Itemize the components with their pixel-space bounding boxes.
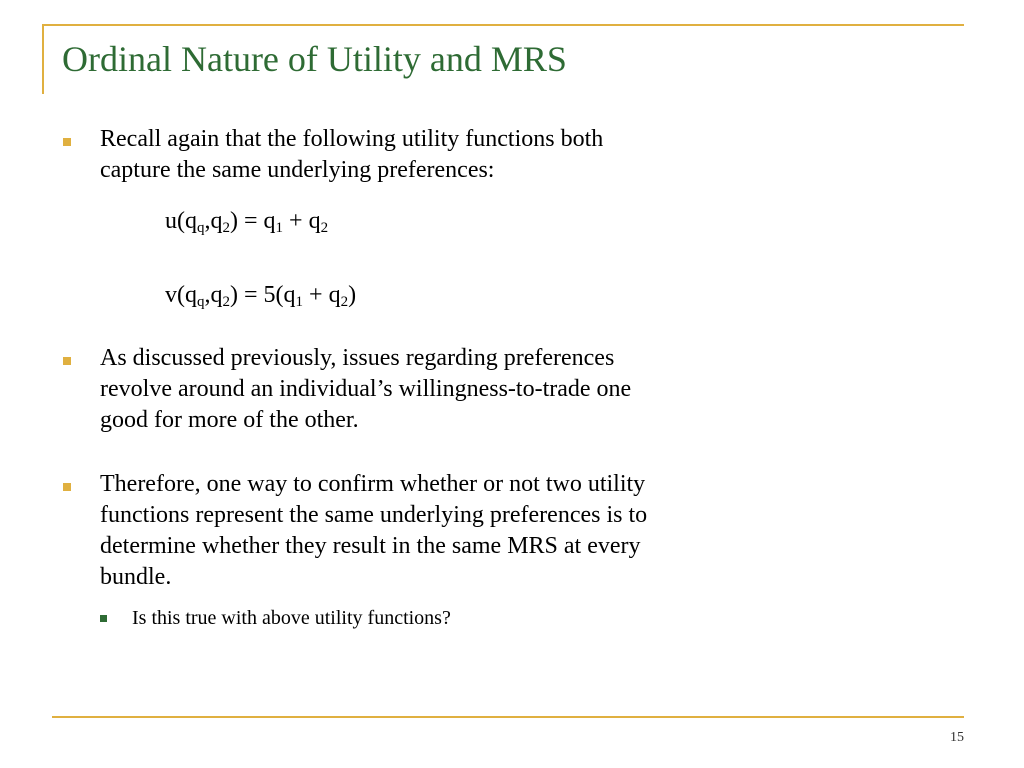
frame-bottom-line <box>52 716 964 718</box>
sub-bullet-text: Is this true with above utility functions? <box>132 607 451 629</box>
bullet-square-icon <box>63 357 71 365</box>
frame-top-line <box>42 24 964 26</box>
bullet-text: As discussed previously, issues regarding preferences revolve around an individual’s willingness-to-trade one good for more of the other. <box>100 345 632 433</box>
bullet-item <box>60 124 660 186</box>
slide-title: Ordinal Nature of Utility and MRS <box>62 39 567 79</box>
bullet-text: Therefore, one way to confirm whether or not two utility functions represent the same underlying preferences is to determine whether they result in the same MRS at every bundle. <box>100 471 648 590</box>
frame-left-line <box>42 24 44 94</box>
bullet-item <box>60 343 660 436</box>
formula-v: $v(q_q,q_2) = 5(q_1 + q_2)$ <box>165 282 357 310</box>
bullet-item <box>60 469 660 593</box>
sub-bullet-square-icon <box>100 615 107 622</box>
bullet-text: Recall again that the following utility functions both capture the same underlying preferences: <box>100 126 604 183</box>
bullet-square-icon <box>63 483 71 491</box>
page-number: 15 <box>950 730 964 745</box>
sub-bullet-item <box>100 605 660 631</box>
slide-content <box>60 124 660 631</box>
bullet-square-icon <box>63 138 71 146</box>
formula-u: $u(q_q,q_2) = q_1 + q_2$ <box>165 208 329 236</box>
